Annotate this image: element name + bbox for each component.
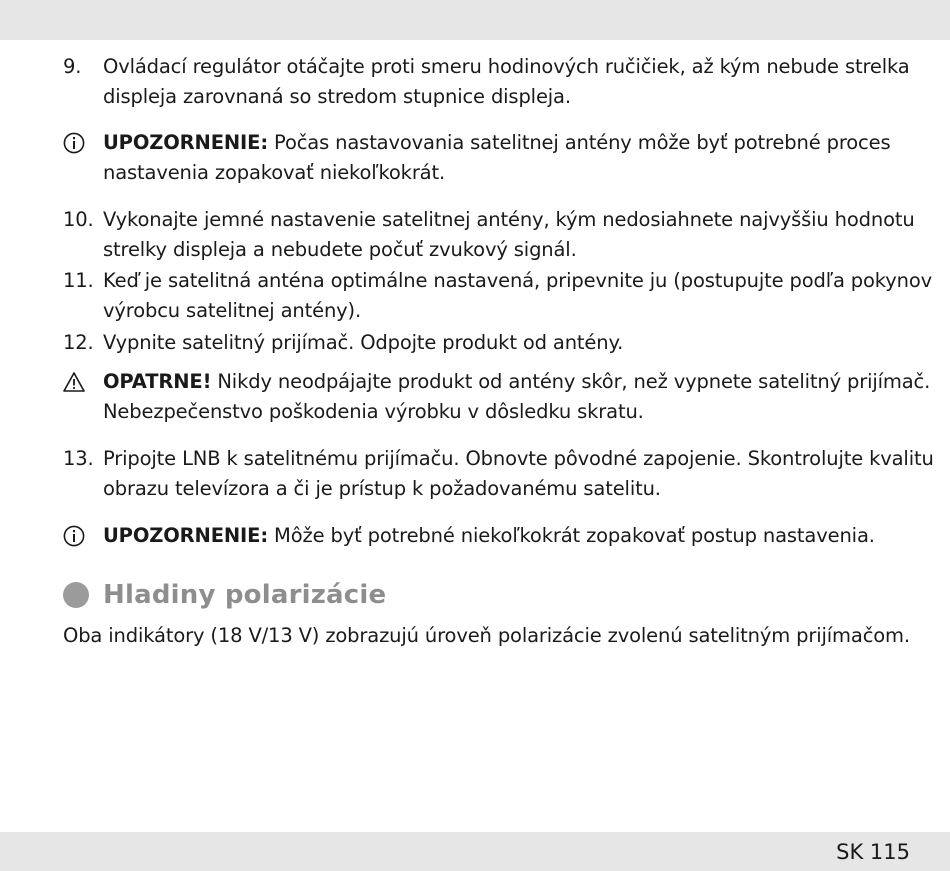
page-number: SK 115 <box>836 840 910 864</box>
note-label: UPOZORNENIE: <box>103 131 268 154</box>
section-title: Hladiny polarizácie <box>103 580 387 610</box>
footer-band <box>0 832 950 871</box>
note-info-1 <box>63 128 950 188</box>
info-icon <box>63 525 85 547</box>
step-11 <box>63 266 950 326</box>
step-number: 9. <box>63 55 82 78</box>
note-text: Môže byť potrebné niekoľkokrát zopakovať postup nastavenia. <box>274 524 875 547</box>
step-number: 11. <box>63 269 94 292</box>
step-12 <box>63 328 950 358</box>
header-band <box>0 0 950 40</box>
step-text: Vykonajte jemné nastavenie satelitnej antény, kým nedosiahnete najvyššiu hodnotu strelky displeja a nebudete počuť zvukový signál. <box>103 208 915 261</box>
note-text: Počas nastavovania satelitnej antény môže byť potrebné proces nastavenia zopakovať niekoľkokrát. <box>103 131 891 184</box>
section-paragraph: Oba indikátory (18 V/13 V) zobrazujú úroveň polarizácie zvolenú satelitným prijímačom. <box>63 624 910 647</box>
note-info-2 <box>63 521 950 551</box>
step-9 <box>63 52 950 112</box>
step-number: 10. <box>63 208 94 231</box>
step-number: 12. <box>63 331 94 354</box>
step-text: Vypnite satelitný prijímač. Odpojte produkt od antény. <box>103 331 624 354</box>
step-10 <box>63 205 950 265</box>
step-text: Ovládací regulátor otáčajte proti smeru hodinových ručičiek, až kým nebude strelka displeja zarovnaná so stredom stupnice displeja. <box>103 55 910 108</box>
note-text: Nikdy neodpájajte produkt od antény skôr, než vypnete satelitný prijímač. Nebezpečenstvo poškodenia výrobku v dôsledku skratu. <box>103 370 931 423</box>
bullet-dot-icon <box>63 582 89 608</box>
step-13 <box>63 444 950 504</box>
note-label: UPOZORNENIE: <box>103 524 268 547</box>
warning-icon <box>63 371 85 393</box>
step-text: Keď je satelitná anténa optimálne nastavená, pripevnite ju (postupujte podľa pokynov výrobcu satelitnej antény). <box>103 269 933 322</box>
section-heading <box>63 577 386 613</box>
note-label: OPATRNE! <box>103 370 212 393</box>
step-number: 13. <box>63 447 94 470</box>
step-text: Pripojte LNB k satelitnému prijímaču. Obnovte pôvodné zapojenie. Skontrolujte kvalitu obrazu televízora a či je prístup k požadovanému satelitu. <box>103 447 934 500</box>
note-warning <box>63 367 950 427</box>
info-icon <box>63 132 85 154</box>
